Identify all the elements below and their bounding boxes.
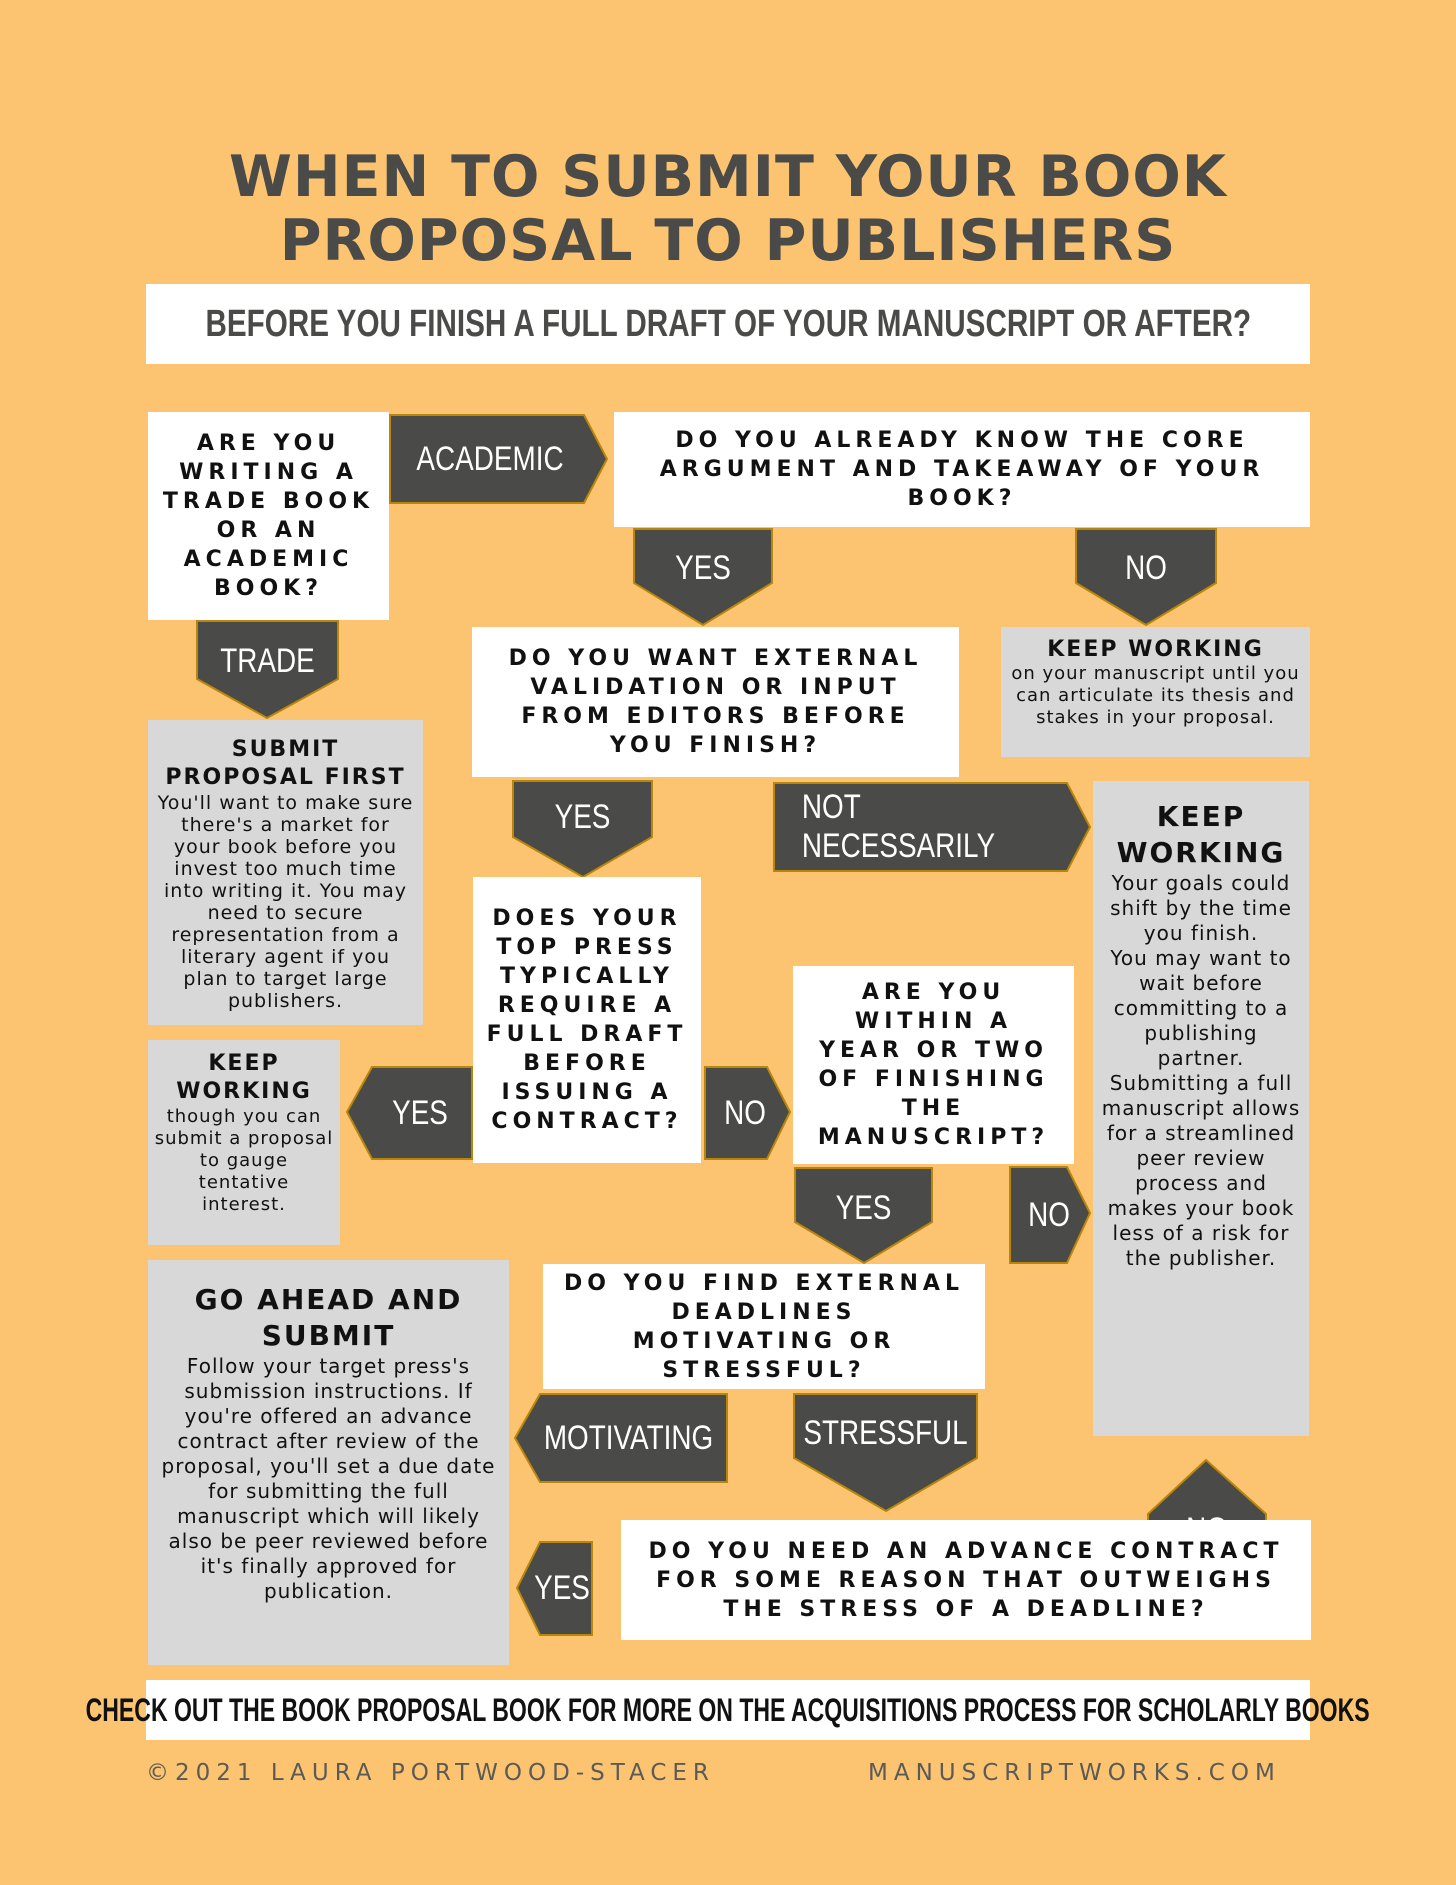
question-core-argument: DO YOU ALREADY KNOW THE CORE ARGUMENT AND TAKEAWAY OF YOUR BOOK? bbox=[614, 412, 1310, 527]
outcome-keep-working-thesis-body: on your manuscript until you can articulate its thesis and stakes in your proposal. bbox=[1011, 663, 1300, 728]
outcome-go-ahead-body: Follow your target press's submission instructions. If you're offered an advance contract after review of the proposal, you'll set a due date for submitting the full manuscript which will likely also be peer reviewed before it's finally approved for publication. bbox=[161, 1354, 496, 1603]
outcome-keep-working-goals-body-3: Submitting a full manuscript allows for a streamlined peer review process and makes your book less of a risk for the publisher. bbox=[1101, 1071, 1301, 1270]
page-title-line-2: PROPOSAL TO PUBLISHERS bbox=[279, 208, 1177, 274]
outcome-keep-working-goals bbox=[1093, 781, 1309, 1436]
outcome-submit-first-body: You'll want to make sure there's a market for your book before you invest too much time into writing it. You may need to secure representation from a literary agent if you plan to target large publishers. bbox=[157, 792, 414, 1012]
outcome-keep-working-goals-body-1: Your goals could shift by the time you finish. bbox=[1110, 871, 1292, 945]
question-trade-or-academic: ARE YOU WRITING A TRADE BOOK OR AN ACADEMIC BOOK? bbox=[148, 412, 389, 620]
outcome-go-ahead bbox=[148, 1260, 509, 1665]
label-motivating: MOTIVATING bbox=[543, 1418, 714, 1457]
label-yes-validation: YES bbox=[554, 797, 611, 836]
label-no-within-year: NO bbox=[1028, 1195, 1070, 1234]
outcome-submit-first bbox=[148, 720, 423, 1025]
outcome-keep-working-gauge-body: though you can submit a proposal to gauge tentative interest. bbox=[154, 1106, 334, 1215]
question-external-validation: DO YOU WANT EXTERNAL VALIDATION OR INPUT FROM EDITORS BEFORE YOU FINISH? bbox=[472, 627, 959, 777]
outcome-keep-working-thesis bbox=[1001, 627, 1310, 757]
question-deadlines: DO YOU FIND EXTERNAL DEADLINES MOTIVATING OR STRESSFUL? bbox=[543, 1264, 985, 1389]
label-no-core: NO bbox=[1125, 548, 1167, 587]
footer-banner bbox=[86, 1680, 1370, 1740]
label-trade: TRADE bbox=[220, 641, 315, 680]
label-no-full-draft: NO bbox=[724, 1093, 766, 1132]
outcome-keep-working-gauge bbox=[148, 1040, 340, 1245]
question-advance-contract: DO YOU NEED AN ADVANCE CONTRACT FOR SOME REASON THAT OUTWEIGHS THE STRESS OF A DEADLINE? bbox=[621, 1520, 1311, 1640]
outcome-keep-working-thesis-heading: KEEP WORKING bbox=[1047, 637, 1264, 662]
label-stressful: STRESSFUL bbox=[803, 1413, 968, 1452]
credit-text: ©2021 LAURA PORTWOOD-STACER bbox=[146, 1760, 715, 1786]
website-text: MANUSCRIPTWORKS.COM bbox=[868, 1760, 1281, 1786]
outcome-go-ahead-heading: GO AHEAD AND SUBMIT bbox=[194, 1283, 463, 1352]
question-full-draft: DOES YOUR TOP PRESS TYPICALLY REQUIRE A FULL DRAFT BEFORE ISSUING A CONTRACT? bbox=[473, 877, 701, 1163]
label-not-necessarily: NOT NECESSARILY bbox=[801, 788, 996, 865]
page-title-line-1: WHEN TO SUBMIT YOUR BOOK bbox=[229, 144, 1227, 210]
label-yes-advance: YES bbox=[534, 1569, 590, 1607]
label-yes-within-year: YES bbox=[835, 1188, 892, 1227]
label-yes-core: YES bbox=[675, 548, 731, 587]
subtitle-text: BEFORE YOU FINISH A FULL DRAFT OF YOUR MANUSCRIPT OR AFTER? bbox=[205, 302, 1251, 345]
outcome-keep-working-gauge-heading: KEEP WORKING bbox=[176, 1051, 312, 1104]
footer-banner-text: CHECK OUT THE BOOK PROPOSAL BOOK FOR MORE ON THE ACQUISITIONS PROCESS FOR SCHOLARLY BOOKS bbox=[86, 1691, 1370, 1728]
label-yes-full-draft: YES bbox=[392, 1093, 448, 1132]
outcome-keep-working-goals-body-2: You may want to wait before committing to a publishing partner. bbox=[1110, 946, 1292, 1070]
question-within-year: ARE YOU WITHIN A YEAR OR TWO OF FINISHING THE MANUSCRIPT? bbox=[793, 966, 1074, 1164]
outcome-keep-working-goals-heading: KEEP WORKING bbox=[1116, 800, 1286, 869]
label-academic: ACADEMIC bbox=[416, 439, 564, 478]
outcome-submit-first-heading: SUBMIT PROPOSAL FIRST bbox=[165, 737, 406, 790]
